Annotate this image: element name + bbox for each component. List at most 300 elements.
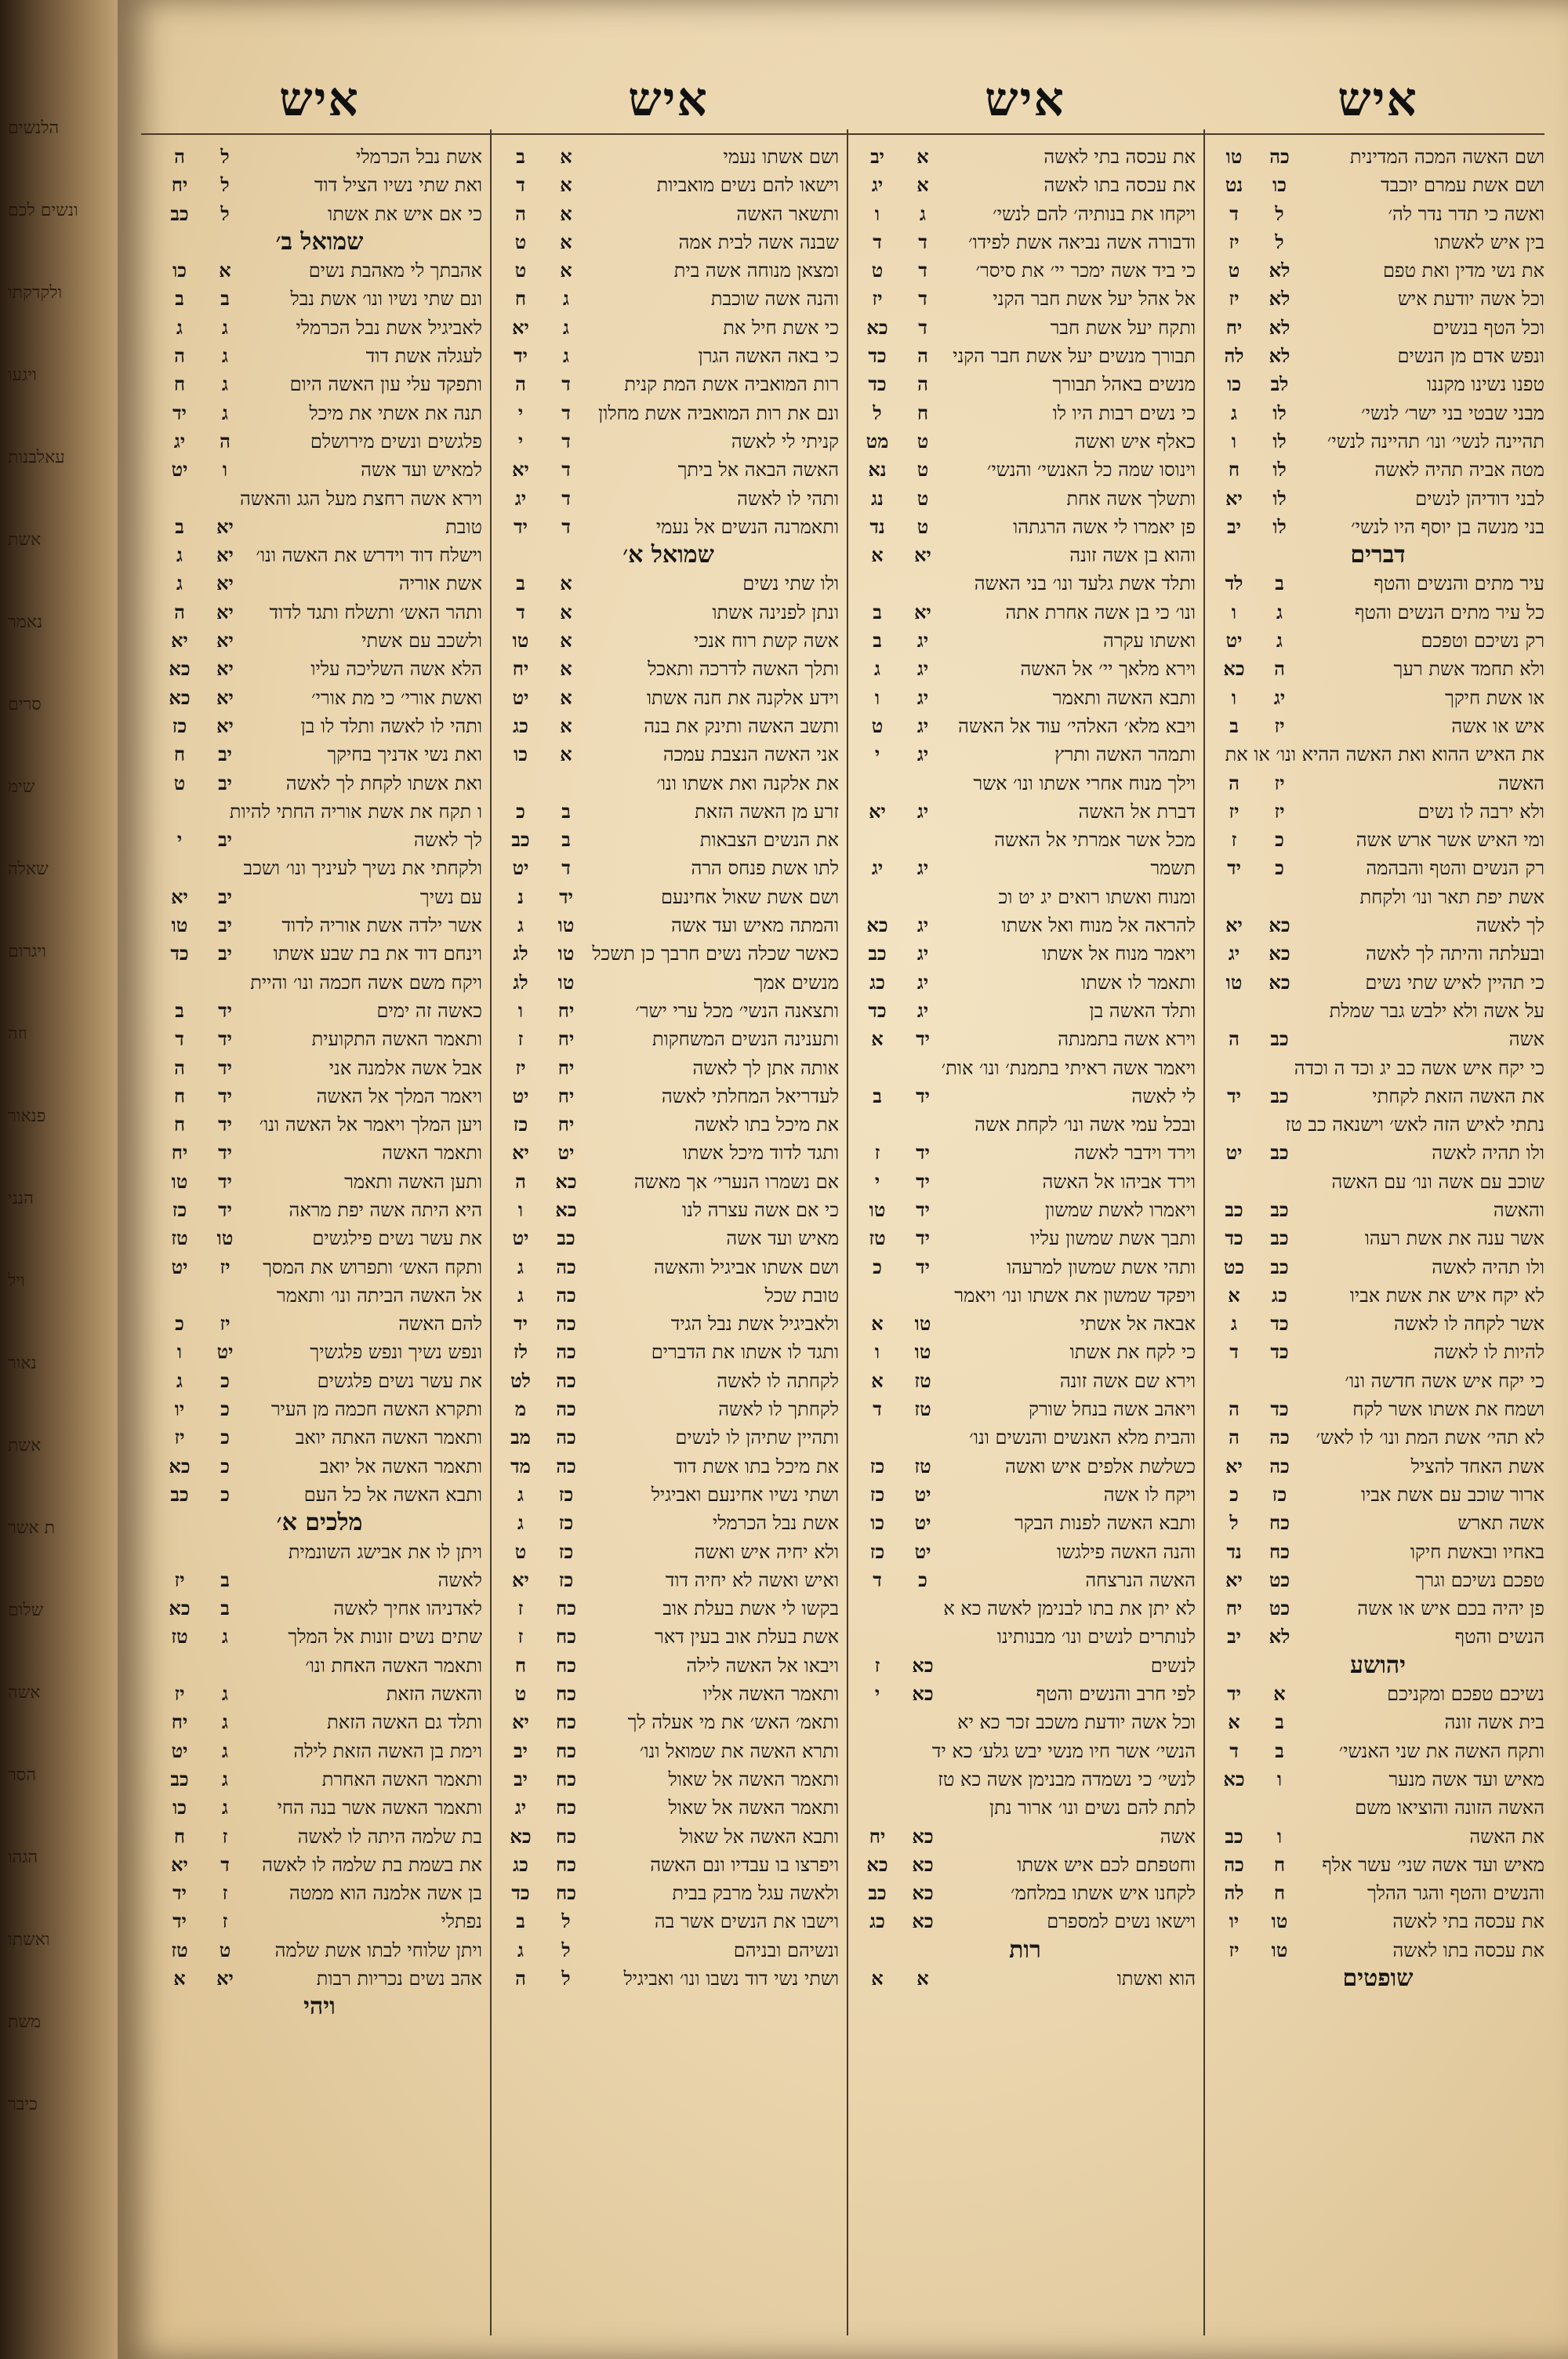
chapter-ref: יז — [220, 1312, 230, 1336]
column-3 — [498, 0, 839, 2359]
verse-ref: כא — [1223, 657, 1245, 681]
spine-text-line: אשת — [8, 530, 42, 550]
concordance-entry — [1211, 1224, 1544, 1252]
chapter-ref: ז — [222, 1910, 228, 1933]
verse-ref: נג — [871, 486, 884, 510]
chapter-ref: א — [560, 572, 572, 595]
verse-ref: ד — [1229, 1340, 1239, 1364]
entry-text: והנשים והטף והגר ההלך — [1367, 1882, 1544, 1905]
entry-text: והנה האשה פילגשו — [1057, 1540, 1196, 1563]
verse-ref: כו — [172, 259, 187, 282]
chapter-ref: כב — [1270, 1255, 1289, 1278]
chapter-ref: ה — [917, 373, 928, 396]
verse-ref: לה — [1224, 344, 1244, 368]
chapter-ref: לא — [1269, 1625, 1290, 1648]
concordance-entry — [157, 1310, 482, 1338]
chapter-ref: ח — [916, 401, 929, 424]
concordance-entry — [1211, 1054, 1544, 1082]
verse-ref: יו — [174, 1398, 185, 1421]
concordance-entry — [157, 1823, 482, 1851]
chapter-ref: ו — [1276, 1767, 1283, 1790]
concordance-entry — [498, 1395, 839, 1423]
verse-ref: ב — [1229, 714, 1239, 737]
verse-ref: ב — [516, 572, 525, 595]
concordance-entry — [855, 569, 1196, 598]
entry-text: לתת להם נשים ונו׳ ארור נתן — [989, 1797, 1196, 1819]
concordance-entry — [498, 1594, 839, 1623]
verse-ref: א — [871, 1967, 884, 1990]
entry-text: לאביגיל אשת נבל הכרמלי — [296, 316, 482, 339]
concordance-entry — [157, 1623, 482, 1651]
verse-ref: כ — [1229, 1482, 1239, 1506]
verse-ref: נט — [1225, 173, 1243, 197]
verse-ref: כא — [169, 1597, 191, 1620]
chapter-ref: ד — [918, 315, 927, 339]
chapter-ref: ב — [561, 799, 571, 823]
concordance-entry — [498, 1823, 839, 1851]
concordance-entry — [498, 314, 839, 342]
concordance-entry — [157, 314, 482, 342]
entry-text: רק הנשים והטף והבהמה — [1366, 857, 1544, 880]
entry-text: פן יהיה בכם איש או אשה — [1357, 1598, 1544, 1620]
chapter-ref: כא — [912, 1852, 934, 1876]
verse-ref: כד — [1225, 1227, 1243, 1250]
concordance-entry — [855, 1338, 1196, 1366]
concordance-entry — [498, 1965, 839, 1993]
concordance-entry — [498, 655, 839, 683]
concordance-entry — [498, 712, 839, 740]
entry-text: טובת — [445, 515, 482, 538]
concordance-entry — [855, 1965, 1196, 1993]
verse-ref: יא — [1225, 486, 1243, 510]
chapter-ref: ב — [220, 287, 230, 311]
concordance-entry — [855, 1054, 1196, 1082]
entry-text: אהבתך לי מאהבת נשים — [308, 260, 482, 282]
entry-text: לקחתך לו לאשה — [718, 1398, 839, 1421]
entry-text: את מיכל בתו לאשה — [694, 1114, 839, 1136]
entry-text: אשר לקחה לו לאשה — [1394, 1313, 1544, 1336]
entry-text: ויען המלך ויאמר אל האשה ונו׳ — [259, 1114, 482, 1136]
chapter-ref: ד — [561, 486, 571, 510]
concordance-entry — [855, 485, 1196, 513]
concordance-entry — [157, 798, 482, 826]
concordance-entry — [157, 1253, 482, 1281]
chapter-ref: ל — [220, 173, 230, 197]
chapter-ref: יד — [559, 885, 573, 908]
concordance-entry — [855, 1367, 1196, 1395]
concordance-entry — [157, 1652, 482, 1680]
entry-text: ויתן לו את אבישג השונמית — [288, 1540, 482, 1563]
chapter-ref: כח — [556, 1710, 576, 1734]
concordance-entry — [498, 1481, 839, 1509]
entry-text: או אשת חיקך — [1445, 686, 1544, 709]
verse-ref: כד — [868, 344, 887, 368]
concordance-entry — [157, 1082, 482, 1110]
concordance-entry — [498, 1851, 839, 1879]
concordance-entry — [1211, 1338, 1544, 1366]
chapter-ref: יז — [1274, 799, 1285, 823]
concordance-entry — [855, 541, 1196, 569]
concordance-entry — [498, 1054, 839, 1082]
chapter-ref: לא — [1269, 259, 1290, 282]
verse-ref: ג — [1231, 1312, 1237, 1336]
concordance-entry — [1211, 200, 1544, 228]
concordance-entry — [157, 1851, 482, 1879]
entry-text: הנשים והטף — [1454, 1626, 1544, 1648]
chapter-ref: טו — [557, 914, 575, 937]
chapter-ref: יט — [557, 1141, 575, 1165]
verse-ref: לה — [1224, 1881, 1244, 1905]
verse-ref: ט — [514, 1539, 527, 1563]
entry-text: ושם אשת שאול אחינעם — [660, 885, 839, 908]
verse-ref: ז — [1231, 828, 1237, 852]
chapter-ref: כ — [1275, 828, 1284, 852]
entry-text: ואשה כי תדר נדר לה׳ — [1388, 202, 1544, 225]
concordance-entry — [157, 1196, 482, 1224]
entry-text: נתתי לאיש הזה לאש׳ וישנאה כב טז — [1285, 1114, 1544, 1136]
chapter-ref: יג — [916, 856, 929, 880]
chapter-ref: ל — [561, 1938, 571, 1961]
concordance-entry — [855, 1310, 1196, 1338]
chapter-ref: יד — [916, 1169, 930, 1193]
entry-text: בן אשה אלמנה הוא ממטה — [289, 1882, 482, 1905]
entry-text: ותהר האש׳ ותשלח ותגד לדוד — [269, 601, 482, 623]
concordance-entry — [498, 1794, 839, 1822]
concordance-entry — [498, 940, 839, 968]
verse-ref: יח — [171, 1141, 188, 1165]
chapter-ref: כח — [556, 1852, 576, 1876]
entry-text: הלא אשה השליכה עליו — [310, 658, 482, 681]
entry-text: אשה — [1160, 1825, 1196, 1848]
verse-ref: ו — [1231, 685, 1237, 709]
verse-ref: יט — [512, 1084, 529, 1107]
concordance-entry — [498, 1367, 839, 1395]
verse-ref: ז — [874, 1141, 880, 1165]
chapter-ref: ב — [1275, 1710, 1284, 1734]
concordance-entry — [157, 1965, 482, 1993]
entry-text: עם נשיך — [419, 885, 482, 908]
chapter-ref: טו — [557, 970, 575, 994]
spine-text-line: עאלבנות — [8, 448, 65, 467]
entry-text: את עשר נשים פילגשים — [312, 1227, 482, 1250]
entry-text: ותאמר האשה התקועית — [311, 1028, 482, 1051]
verse-ref: ג — [176, 1369, 183, 1392]
spine-text-line: ולקדקתו — [8, 283, 63, 303]
chapter-ref: טו — [1271, 1938, 1288, 1961]
entry-text: כשלשת אלפים איש ואשה — [1005, 1455, 1196, 1478]
chapter-ref: ל — [1275, 230, 1284, 253]
concordance-entry — [498, 627, 839, 655]
concordance-entry — [157, 854, 482, 882]
entry-text: תשמר — [1150, 857, 1196, 880]
chapter-ref: יג — [916, 657, 929, 681]
chapter-ref: כט — [1269, 1568, 1290, 1591]
entry-text: כל עיר מתים הנשים והטף — [1354, 601, 1544, 623]
verse-ref: ל — [873, 401, 882, 424]
spine-text-line: סרים — [8, 695, 42, 714]
entry-text: ותבך אשת שמשון עליו — [1030, 1227, 1196, 1250]
entry-text: לעגלה אשת דוד — [365, 345, 482, 368]
chapter-ref: ד — [220, 1852, 230, 1876]
verse-ref: ד — [1229, 1739, 1239, 1762]
verse-ref: ד — [1229, 202, 1239, 225]
chapter-ref: ד — [561, 856, 571, 880]
verse-ref: יח — [512, 657, 529, 681]
chapter-ref: יד — [218, 1113, 232, 1136]
verse-ref: יג — [1228, 942, 1240, 965]
spine-text-line: נאור — [8, 1354, 37, 1373]
chapter-ref: כח — [1269, 1539, 1290, 1563]
verse-ref: ד — [516, 173, 525, 197]
entry-text: את נשי מדין ואת טפם — [1382, 260, 1544, 282]
chapter-ref: ג — [1276, 600, 1283, 623]
concordance-entry — [1211, 1481, 1544, 1509]
chapter-ref: כב — [1270, 1141, 1289, 1165]
entry-text: וירא מלאך יי׳ אל האשה — [1020, 658, 1196, 681]
concordance-entry — [855, 1395, 1196, 1423]
entry-text: לפי חרב והנשים והטף — [1036, 1683, 1196, 1706]
verse-ref: ח — [173, 373, 186, 396]
concordance-entry — [855, 1082, 1196, 1110]
concordance-entry — [498, 740, 839, 769]
chapter-ref: כז — [558, 1539, 574, 1563]
concordance-entry — [1211, 655, 1544, 683]
verse-ref: טז — [171, 1625, 188, 1648]
concordance-entry — [157, 513, 482, 541]
entry-text: ותאמר האשה אל יואב — [319, 1455, 482, 1478]
chapter-ref: ג — [920, 202, 926, 225]
entry-text: וכל הטף בנשים — [1432, 316, 1544, 339]
entry-text: כי נשים רבות היו לו — [1052, 402, 1196, 424]
concordance-entry — [498, 1082, 839, 1110]
chapter-ref: יד — [218, 1198, 232, 1221]
verse-ref: ה — [515, 202, 526, 225]
verse-ref: י — [517, 429, 524, 453]
chapter-ref: כט — [1269, 1597, 1290, 1620]
spine-text-line: הלנשים — [8, 118, 60, 138]
concordance-entry — [498, 1423, 839, 1452]
concordance-entry — [498, 1708, 839, 1736]
verse-ref: יא — [512, 315, 529, 339]
entry-text: אבאה אל אשתי — [1080, 1313, 1196, 1336]
verse-ref: יא — [171, 629, 188, 652]
concordance-entry — [157, 569, 482, 598]
chapter-ref: ג — [222, 401, 228, 424]
chapter-ref: א — [560, 657, 572, 681]
chapter-ref: ל — [561, 1967, 571, 1990]
entry-text: נפתלי — [441, 1910, 482, 1933]
concordance-entry — [1211, 314, 1544, 342]
chapter-ref: ז — [222, 1881, 228, 1905]
spine-text-line: ויגעו — [8, 365, 37, 385]
entry-text: ותאמר האשה אליו — [702, 1683, 839, 1706]
verse-ref: ב — [175, 514, 184, 538]
chapter-ref: יח — [557, 1027, 575, 1051]
concordance-entry — [498, 1110, 839, 1139]
verse-ref: יח — [171, 173, 188, 197]
chapter-ref: ג — [222, 1767, 228, 1790]
concordance-entry — [157, 684, 482, 712]
verse-ref: כא — [169, 657, 191, 681]
column-1 — [1211, 0, 1544, 2359]
concordance-entry — [157, 1566, 482, 1594]
concordance-entry — [855, 228, 1196, 256]
chapter-ref: כח — [556, 1625, 576, 1648]
chapter-ref: א — [916, 1967, 929, 1990]
verse-ref: ב — [516, 145, 525, 168]
chapter-ref: כא — [912, 1653, 934, 1677]
concordance-entry — [498, 200, 839, 228]
verse-ref: ו — [1231, 429, 1237, 453]
verse-ref: יג — [514, 486, 527, 510]
concordance-entry — [1211, 1196, 1544, 1224]
verse-ref: יא — [869, 799, 886, 823]
chapter-ref: ל — [220, 145, 230, 168]
entry-text: ויאמר אשה ראיתי בתמנת׳ ונו׳ אות׳ — [941, 1056, 1196, 1079]
verse-ref: ד — [873, 1398, 882, 1421]
verse-ref: ט — [1228, 259, 1240, 282]
entry-text: ויתן שלוחי לבתו אשת שלמה — [274, 1939, 482, 1961]
entry-text: ויאמרו לאשת שמשון — [1045, 1198, 1196, 1221]
spine-text-line: ונשים לכם — [8, 201, 78, 220]
verse-ref: ו — [517, 1198, 524, 1221]
chapter-ref: יד — [218, 1141, 232, 1165]
chapter-ref: ג — [1276, 629, 1283, 652]
chapter-ref: יא — [216, 600, 234, 623]
entry-text: כי לקח את אשתו — [1069, 1341, 1196, 1364]
concordance-entry — [157, 598, 482, 627]
verse-ref: ג — [1231, 401, 1237, 424]
chapter-ref: ט — [916, 429, 929, 453]
chapter-ref: ג — [222, 1625, 228, 1648]
concordance-entry — [157, 342, 482, 370]
chapter-ref: א — [560, 202, 572, 225]
spine-text-line: הנני — [8, 1189, 34, 1209]
entry-text: וכל אשה יודעת משכב זכר כא יא — [957, 1711, 1196, 1734]
concordance-entry — [498, 427, 839, 456]
chapter-ref: ו — [222, 458, 228, 482]
chapter-ref: יב — [218, 743, 232, 766]
spine-text-line: שלום — [8, 1601, 44, 1620]
entry-text: וינחם דוד את בת שבע אשתו — [273, 943, 482, 965]
verse-ref: כא — [169, 685, 191, 709]
entry-text: תבורך מנשים יעל אשת חבר הקני — [953, 345, 1196, 368]
concordance-entry — [498, 1139, 839, 1167]
entry-text: טפכם נשיכם וגרך — [1415, 1568, 1544, 1591]
verse-ref: ג — [517, 1511, 524, 1535]
entry-text: ולא תחמד אשת רעך — [1393, 658, 1544, 681]
verse-ref: כב — [511, 828, 530, 852]
concordance-entry — [1211, 1025, 1544, 1053]
concordance-entry — [1211, 1737, 1544, 1765]
verse-ref: יח — [1225, 315, 1243, 339]
entry-text: ותלד גם האשה הזאת — [327, 1711, 482, 1734]
book-heading: רות — [1009, 1936, 1041, 1964]
entry-text: מאיש ועד אשה — [726, 1227, 839, 1250]
concordance-entry — [498, 1652, 839, 1680]
verse-ref: טו — [1225, 145, 1243, 168]
chapter-ref: יג — [916, 685, 929, 709]
concordance-entry — [157, 1680, 482, 1708]
verse-ref: כג — [513, 714, 528, 737]
entry-text: ותבא האשה אל שאול — [679, 1825, 839, 1848]
concordance-entry — [498, 997, 839, 1025]
verse-ref: יד — [172, 1910, 187, 1933]
concordance-entry — [157, 370, 482, 398]
entry-text: ובעלתה והיתה לך לאשה — [1366, 943, 1544, 965]
verse-ref: יא — [512, 1710, 529, 1734]
concordance-entry — [1211, 826, 1544, 854]
concordance-entry — [157, 1794, 482, 1822]
chapter-ref: יב — [218, 771, 232, 794]
chapter-ref: ד — [561, 458, 571, 482]
concordance-entry — [498, 826, 839, 854]
chapter-ref: ט — [219, 1938, 231, 1961]
verse-ref: יב — [514, 1739, 528, 1762]
verse-ref: יד — [514, 514, 528, 538]
verse-ref: א — [173, 1967, 186, 1990]
chapter-ref: כח — [556, 1597, 576, 1620]
concordance-entry — [1211, 256, 1544, 285]
entry-text: ונפש אדם מן הנשים — [1397, 345, 1544, 368]
verse-ref: כז — [172, 714, 187, 737]
concordance-entry — [1211, 228, 1544, 256]
verse-ref: יד — [172, 1881, 187, 1905]
entry-text: ושם אשתו אביגיל והאשה — [653, 1256, 839, 1278]
entry-list — [498, 143, 839, 1993]
concordance-entry — [157, 171, 482, 199]
verse-ref: ג — [176, 315, 183, 339]
concordance-entry — [855, 1139, 1196, 1167]
concordance-entry — [157, 143, 482, 171]
chapter-ref: א — [219, 259, 231, 282]
verse-ref: טו — [171, 914, 188, 937]
verse-ref: כו — [870, 1511, 884, 1535]
book-heading: ויהי — [303, 1993, 336, 2021]
verse-ref: יג — [871, 856, 884, 880]
entry-text: ותאמר לו אשתו — [1081, 971, 1196, 994]
verse-ref: ו — [1231, 600, 1237, 623]
spine-text-line: ויל — [8, 1271, 25, 1291]
verse-ref: יט — [171, 458, 188, 482]
concordance-entry — [855, 1281, 1196, 1310]
entry-text: ולשכב עם אשתי — [361, 630, 482, 652]
entry-text: ולו תהיה לאשה — [1432, 1142, 1544, 1165]
entry-text: תנה את אשתי את מיכל — [309, 402, 482, 424]
chapter-ref: כה — [556, 1255, 576, 1278]
concordance-entry — [157, 1538, 482, 1566]
concordance-entry — [1211, 569, 1544, 598]
concordance-entry — [1211, 1139, 1544, 1167]
concordance-entry — [1211, 1708, 1544, 1736]
entry-text: אשת נבל הכרמלי — [713, 1512, 839, 1535]
entry-text: היא היתה אשה יפת מראה — [289, 1198, 482, 1221]
entry-text: כי יקח איש אשה כב יג וכד ה וכדה — [1294, 1056, 1544, 1079]
entry-text: ותקרא האשה חכמה מן העיר — [270, 1398, 482, 1421]
verse-ref: כא — [510, 1824, 532, 1848]
concordance-entry — [1211, 940, 1544, 968]
verse-ref: יא — [171, 1852, 188, 1876]
chapter-ref: לב — [1270, 373, 1289, 396]
concordance-entry — [498, 684, 839, 712]
verse-ref: מ — [514, 1398, 527, 1421]
entry-text: וילך מנוח אחרי אשתו ונו׳ אשר — [973, 772, 1196, 794]
chapter-ref: ה — [220, 429, 230, 453]
concordance-entry — [157, 1452, 482, 1481]
concordance-entry — [157, 256, 482, 285]
concordance-entry — [157, 1737, 482, 1765]
concordance-entry — [1211, 627, 1544, 655]
